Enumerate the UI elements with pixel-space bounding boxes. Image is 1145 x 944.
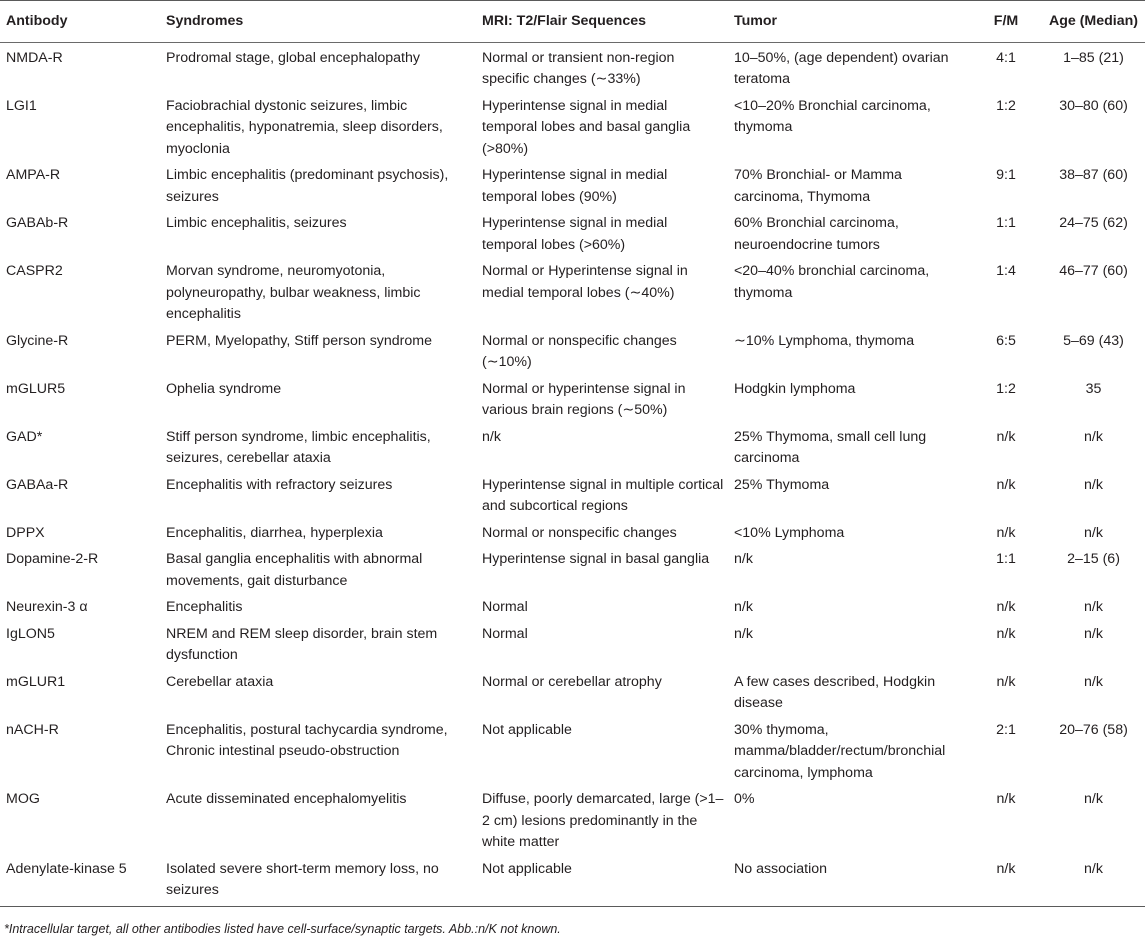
cell-syndromes: NREM and REM sleep disorder, brain stem dysfunction: [166, 625, 438, 663]
cell-tumor: 10–50%, (age dependent) ovarian teratoma: [734, 49, 949, 87]
cell-tumor: n/k: [734, 599, 753, 615]
cell-age: n/k: [1084, 625, 1103, 642]
cell-antibody: MOG: [6, 791, 40, 807]
cell-tumor: <10% Lymphoma: [734, 524, 845, 541]
cell-tumor: Hodgkin lymphoma: [734, 380, 856, 397]
cell-mri: Hyperintense signal in basal ganglia: [482, 551, 710, 567]
cell-syndromes: Stiff person syndrome, limbic encephalitis, seizures, cerebellar ataxia: [166, 428, 431, 466]
cell-syndromes: Encephalitis with refractory seizures: [166, 476, 393, 493]
cell-tumor: No association: [728, 854, 970, 907]
cell-mri: Diffuse, poorly demarcated, large (>1–2 cm) lesions predominantly in the white matter: [482, 791, 724, 850]
cell-age: n/k: [1084, 476, 1103, 493]
table-row: [0, 518, 1145, 545]
table-row: [0, 592, 1145, 619]
cell-fm: 1:2: [996, 97, 1016, 114]
cell-antibody: Glycine-R: [6, 332, 69, 349]
cell-syndromes: Morvan syndrome, neuromyotonia, polyneuropathy, bulbar weakness, limbic encephalitis: [166, 263, 421, 322]
table-footnote: *Intracellular target, all other antibodies listed have cell-surface/synaptic targets. Abb.:n/K not known.: [4, 922, 561, 936]
cell-age: 35: [1085, 380, 1102, 397]
header-mri: MRI: T2/Flair Sequences: [476, 1, 728, 43]
cell-syndromes: Acute disseminated encephalomyelitis: [166, 791, 407, 807]
header-age: Age (Median): [1040, 1, 1145, 43]
cell-age: n/k: [1084, 599, 1103, 615]
cell-syndromes: Prodromal stage, global encephalopathy: [166, 49, 420, 66]
cell-antibody: LGI1: [6, 97, 37, 114]
cell-syndromes: PERM, Myelopathy, Stiff person syndrome: [166, 332, 432, 349]
cell-tumor: n/k: [734, 625, 753, 642]
cell-mri: Normal: [482, 625, 528, 642]
cell-age: n/k: [1084, 524, 1103, 541]
cell-syndromes: Isolated severe short-term memory loss, no seizures: [160, 854, 476, 907]
cell-fm: 1:4: [996, 263, 1016, 279]
header-tumor: Tumor: [728, 1, 970, 43]
cell-age: 20–76 (58): [1059, 721, 1128, 738]
cell-antibody: Dopamine-2-R: [6, 551, 99, 567]
cell-fm: n/k: [996, 428, 1016, 445]
cell-age: n/k: [1084, 673, 1103, 690]
cell-syndromes: Encephalitis, postural tachycardia syndrome, Chronic intestinal pseudo-obstruction: [166, 721, 448, 759]
cell-mri: Normal or nonspecific changes: [482, 524, 677, 541]
cell-tumor: <20–40% bronchial carcinoma, thymoma: [734, 263, 930, 301]
cell-mri: Normal or hyperintense signal in various brain regions (∼50%): [482, 380, 686, 418]
cell-syndromes: Basal ganglia encephalitis with abnormal movements, gait disturbance: [166, 551, 423, 589]
cell-age: n/k: [1084, 428, 1103, 445]
cell-antibody: IgLON5: [6, 625, 55, 642]
table-row: [0, 470, 1145, 518]
table-row: [0, 160, 1145, 208]
cell-fm: 1:1: [996, 215, 1016, 231]
cell-age: 46–77 (60): [1059, 263, 1128, 279]
cell-mri: Hyperintense signal in multiple cortical and subcortical regions: [482, 476, 724, 514]
cell-age: 5–69 (43): [1063, 332, 1124, 349]
cell-tumor: A few cases described, Hodgkin disease: [734, 673, 936, 711]
cell-mri: n/k: [482, 428, 501, 445]
cell-tumor: ∼10% Lymphoma, thymoma: [734, 332, 915, 349]
cell-age: 24–75 (62): [1059, 215, 1128, 231]
cell-fm: n/k: [996, 791, 1016, 807]
cell-antibody: GABAa-R: [6, 476, 69, 493]
cell-fm: 6:5: [996, 332, 1016, 349]
cell-mri: Normal or cerebellar atrophy: [482, 673, 662, 690]
cell-fm: 1:2: [996, 380, 1016, 397]
cell-tumor: 0%: [734, 791, 755, 807]
table-row: [0, 854, 1145, 907]
table-body: [0, 42, 1145, 906]
cell-fm: n/k: [996, 524, 1016, 541]
cell-tumor: 30% thymoma, mamma/bladder/rectum/bronchial carcinoma, lymphoma: [734, 721, 946, 781]
cell-mri: Normal or Hyperintense signal in medial temporal lobes (∼40%): [482, 263, 688, 301]
cell-antibody: CASPR2: [6, 263, 63, 279]
table-row: [0, 42, 1145, 91]
cell-syndromes: Encephalitis, diarrhea, hyperplexia: [166, 524, 383, 541]
cell-age: 2–15 (6): [1067, 551, 1120, 567]
cell-mri: Normal: [482, 599, 528, 615]
cell-antibody: NMDA-R: [6, 49, 63, 66]
table-row: [0, 667, 1145, 715]
cell-mri: Normal or transient non-region specific changes (∼33%): [482, 49, 675, 87]
cell-fm: 2:1: [996, 721, 1016, 738]
cell-tumor: 60% Bronchial carcinoma, neuroendocrine tumors: [734, 215, 899, 253]
table-row: [0, 619, 1145, 667]
cell-tumor: <10–20% Bronchial carcinoma, thymoma: [734, 97, 931, 135]
cell-age: 1–85 (21): [1063, 49, 1124, 66]
cell-syndromes: Limbic encephalitis, seizures: [166, 215, 347, 231]
cell-antibody: mGLUR5: [6, 380, 66, 397]
cell-syndromes: Faciobrachial dystonic seizures, limbic encephalitis, hyponatremia, sleep disorders, myoclonia: [166, 97, 443, 157]
cell-fm: n/k: [996, 673, 1016, 690]
cell-fm: 1:1: [996, 551, 1016, 567]
cell-mri: Hyperintense signal in medial temporal lobes and basal ganglia (>80%): [482, 97, 691, 157]
cell-antibody: AMPA-R: [6, 167, 61, 183]
cell-syndromes: Cerebellar ataxia: [166, 673, 274, 690]
cell-fm: 4:1: [996, 49, 1016, 66]
cell-syndromes: Limbic encephalitis (predominant psychosis), seizures: [166, 167, 449, 205]
cell-syndromes: Encephalitis: [166, 599, 243, 615]
cell-mri: Not applicable: [482, 721, 572, 738]
cell-fm: 9:1: [996, 167, 1016, 183]
header-fm: F/M: [970, 1, 1040, 43]
cell-antibody: GAD*: [6, 428, 43, 445]
table-row: [0, 91, 1145, 161]
cell-fm: n/k: [996, 476, 1016, 493]
cell-age: n/k: [1084, 791, 1103, 807]
cell-syndromes: Ophelia syndrome: [166, 380, 282, 397]
cell-age: n/k: [1040, 854, 1145, 907]
table-header: [0, 1, 1145, 43]
cell-antibody: GABAb-R: [6, 215, 69, 231]
cell-mri: Hyperintense signal in medial temporal lobes (90%): [482, 167, 668, 205]
cell-antibody: DPPX: [6, 524, 45, 541]
table-row: [0, 208, 1145, 256]
cell-antibody: Neurexin-3 α: [6, 599, 88, 615]
cell-antibody: Adenylate-kinase 5: [0, 854, 160, 907]
cell-fm: n/k: [996, 625, 1016, 642]
table-row: [0, 422, 1145, 470]
cell-antibody: mGLUR1: [6, 673, 66, 690]
table-row: [0, 326, 1145, 374]
cell-mri: Normal or nonspecific changes (∼10%): [482, 332, 677, 370]
cell-tumor: n/k: [734, 551, 753, 567]
cell-age: 38–87 (60): [1059, 167, 1128, 183]
cell-fm: n/k: [996, 599, 1016, 615]
cell-mri: Not applicable: [476, 854, 728, 907]
cell-tumor: 25% Thymoma, small cell lung carcinoma: [734, 428, 927, 466]
cell-tumor: 25% Thymoma: [734, 476, 830, 493]
cell-antibody: nACH-R: [6, 721, 59, 738]
cell-mri: Hyperintense signal in medial temporal lobes (>60%): [482, 215, 668, 253]
header-syndromes: Syndromes: [160, 1, 476, 43]
cell-age: 30–80 (60): [1059, 97, 1128, 114]
table-row: [0, 715, 1145, 785]
table-row: [0, 374, 1145, 422]
cell-tumor: 70% Bronchial- or Mamma carcinoma, Thymoma: [734, 167, 902, 205]
header-row: [0, 1, 1145, 43]
table-row: [0, 544, 1145, 592]
cell-fm: n/k: [970, 854, 1040, 907]
table-row: [0, 256, 1145, 326]
header-antibody: Antibody: [0, 1, 160, 43]
table-row: [0, 784, 1145, 854]
